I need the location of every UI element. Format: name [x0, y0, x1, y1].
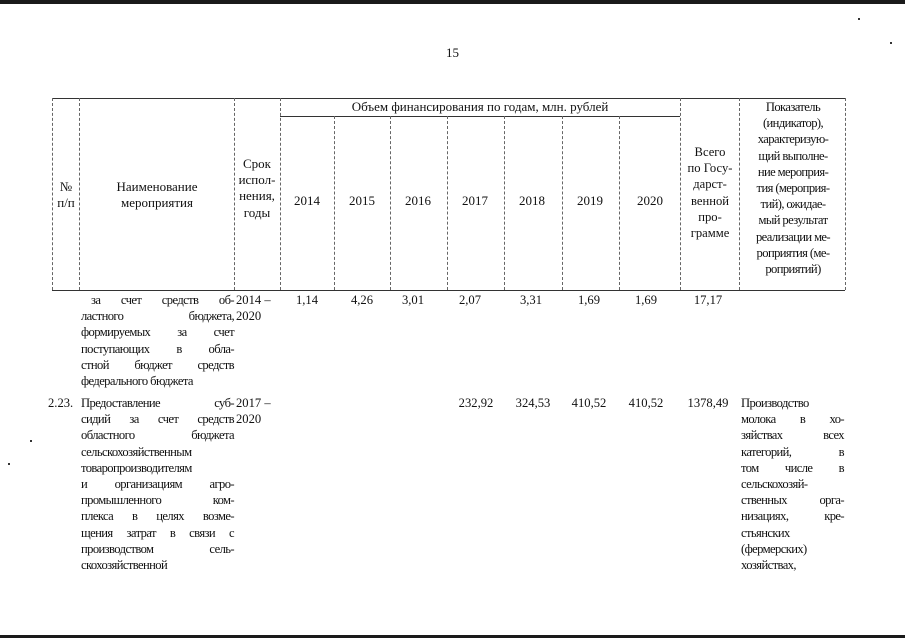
value-2019: 1,69 — [577, 293, 601, 307]
row-term: 2014 – 2020 — [236, 293, 271, 324]
scan-speck — [890, 42, 892, 44]
header-year-2015: 2015 — [349, 193, 375, 208]
value-2016: 3,01 — [401, 293, 425, 307]
scan-speck — [30, 440, 32, 442]
row-name: Предоставление суб- сидий за счет средств областного бюджета сельскохозяйственным товаропроизводителям и организациям агро- промышленного ком- плекса в целях возме- щения затрат в связи с производством сель- скохозяйственной — [81, 396, 234, 572]
header-name: Наименование мероприятия — [116, 179, 198, 211]
header-year-2017: 2017 — [462, 193, 488, 208]
scan-top-border — [0, 0, 905, 4]
value-2020: 1,69 — [634, 293, 658, 307]
scan-bottom-border — [0, 635, 905, 638]
header-year-2019: 2019 — [577, 193, 603, 208]
header-funding-group: Объем финансирования по годам, млн. рублей — [351, 99, 609, 114]
value-2018: 3,31 — [519, 293, 543, 307]
funding-group-line — [280, 116, 680, 117]
header-indicator: Показатель (индикатор), характеризую- щий выполне- ние мероприя- тия (мероприя- тий), ожидае- мый результат реализации ме- роприятия (ме- роприятий) — [755, 100, 831, 276]
header-term: Срок испол- нения, годы — [238, 156, 276, 220]
scan-speck — [858, 18, 860, 20]
header-year-2014: 2014 — [294, 193, 320, 208]
value-2018: 324,53 — [515, 396, 551, 410]
value-total: 1378,49 — [687, 396, 729, 410]
header-year-2018: 2018 — [519, 193, 545, 208]
header-year-2016: 2016 — [405, 193, 431, 208]
header-bottom-line — [52, 290, 845, 291]
value-2017: 232,92 — [458, 396, 494, 410]
value-2015: 4,26 — [350, 293, 374, 307]
header-number: № п/п — [57, 179, 75, 211]
row-number: 2.23. — [48, 396, 74, 410]
scan-speck — [8, 463, 10, 465]
page-number: 15 — [446, 45, 459, 60]
row-name: за счет средств об- ластного бюджета, формируемых за счет поступающих в обла- стной бюджет средств федерального бюджета — [81, 293, 234, 388]
value-2017: 2,07 — [458, 293, 482, 307]
header-total: Всего по Госу- дарст- венной про- грамме — [687, 145, 733, 240]
value-2014: 1,14 — [295, 293, 319, 307]
col-divider — [79, 98, 80, 290]
row-term: 2017 – 2020 — [236, 396, 271, 427]
value-2019: 410,52 — [571, 396, 607, 410]
header-year-2020: 2020 — [637, 193, 663, 208]
value-2020: 410,52 — [628, 396, 664, 410]
row-indicator: Производство молока в хо- зяйствах всех категорий, в том числе в сельскохозяй- ственных орга- низациях, кре- стьянских (фермерских) хозяйствах, — [741, 396, 844, 572]
value-total: 17,17 — [693, 293, 723, 307]
